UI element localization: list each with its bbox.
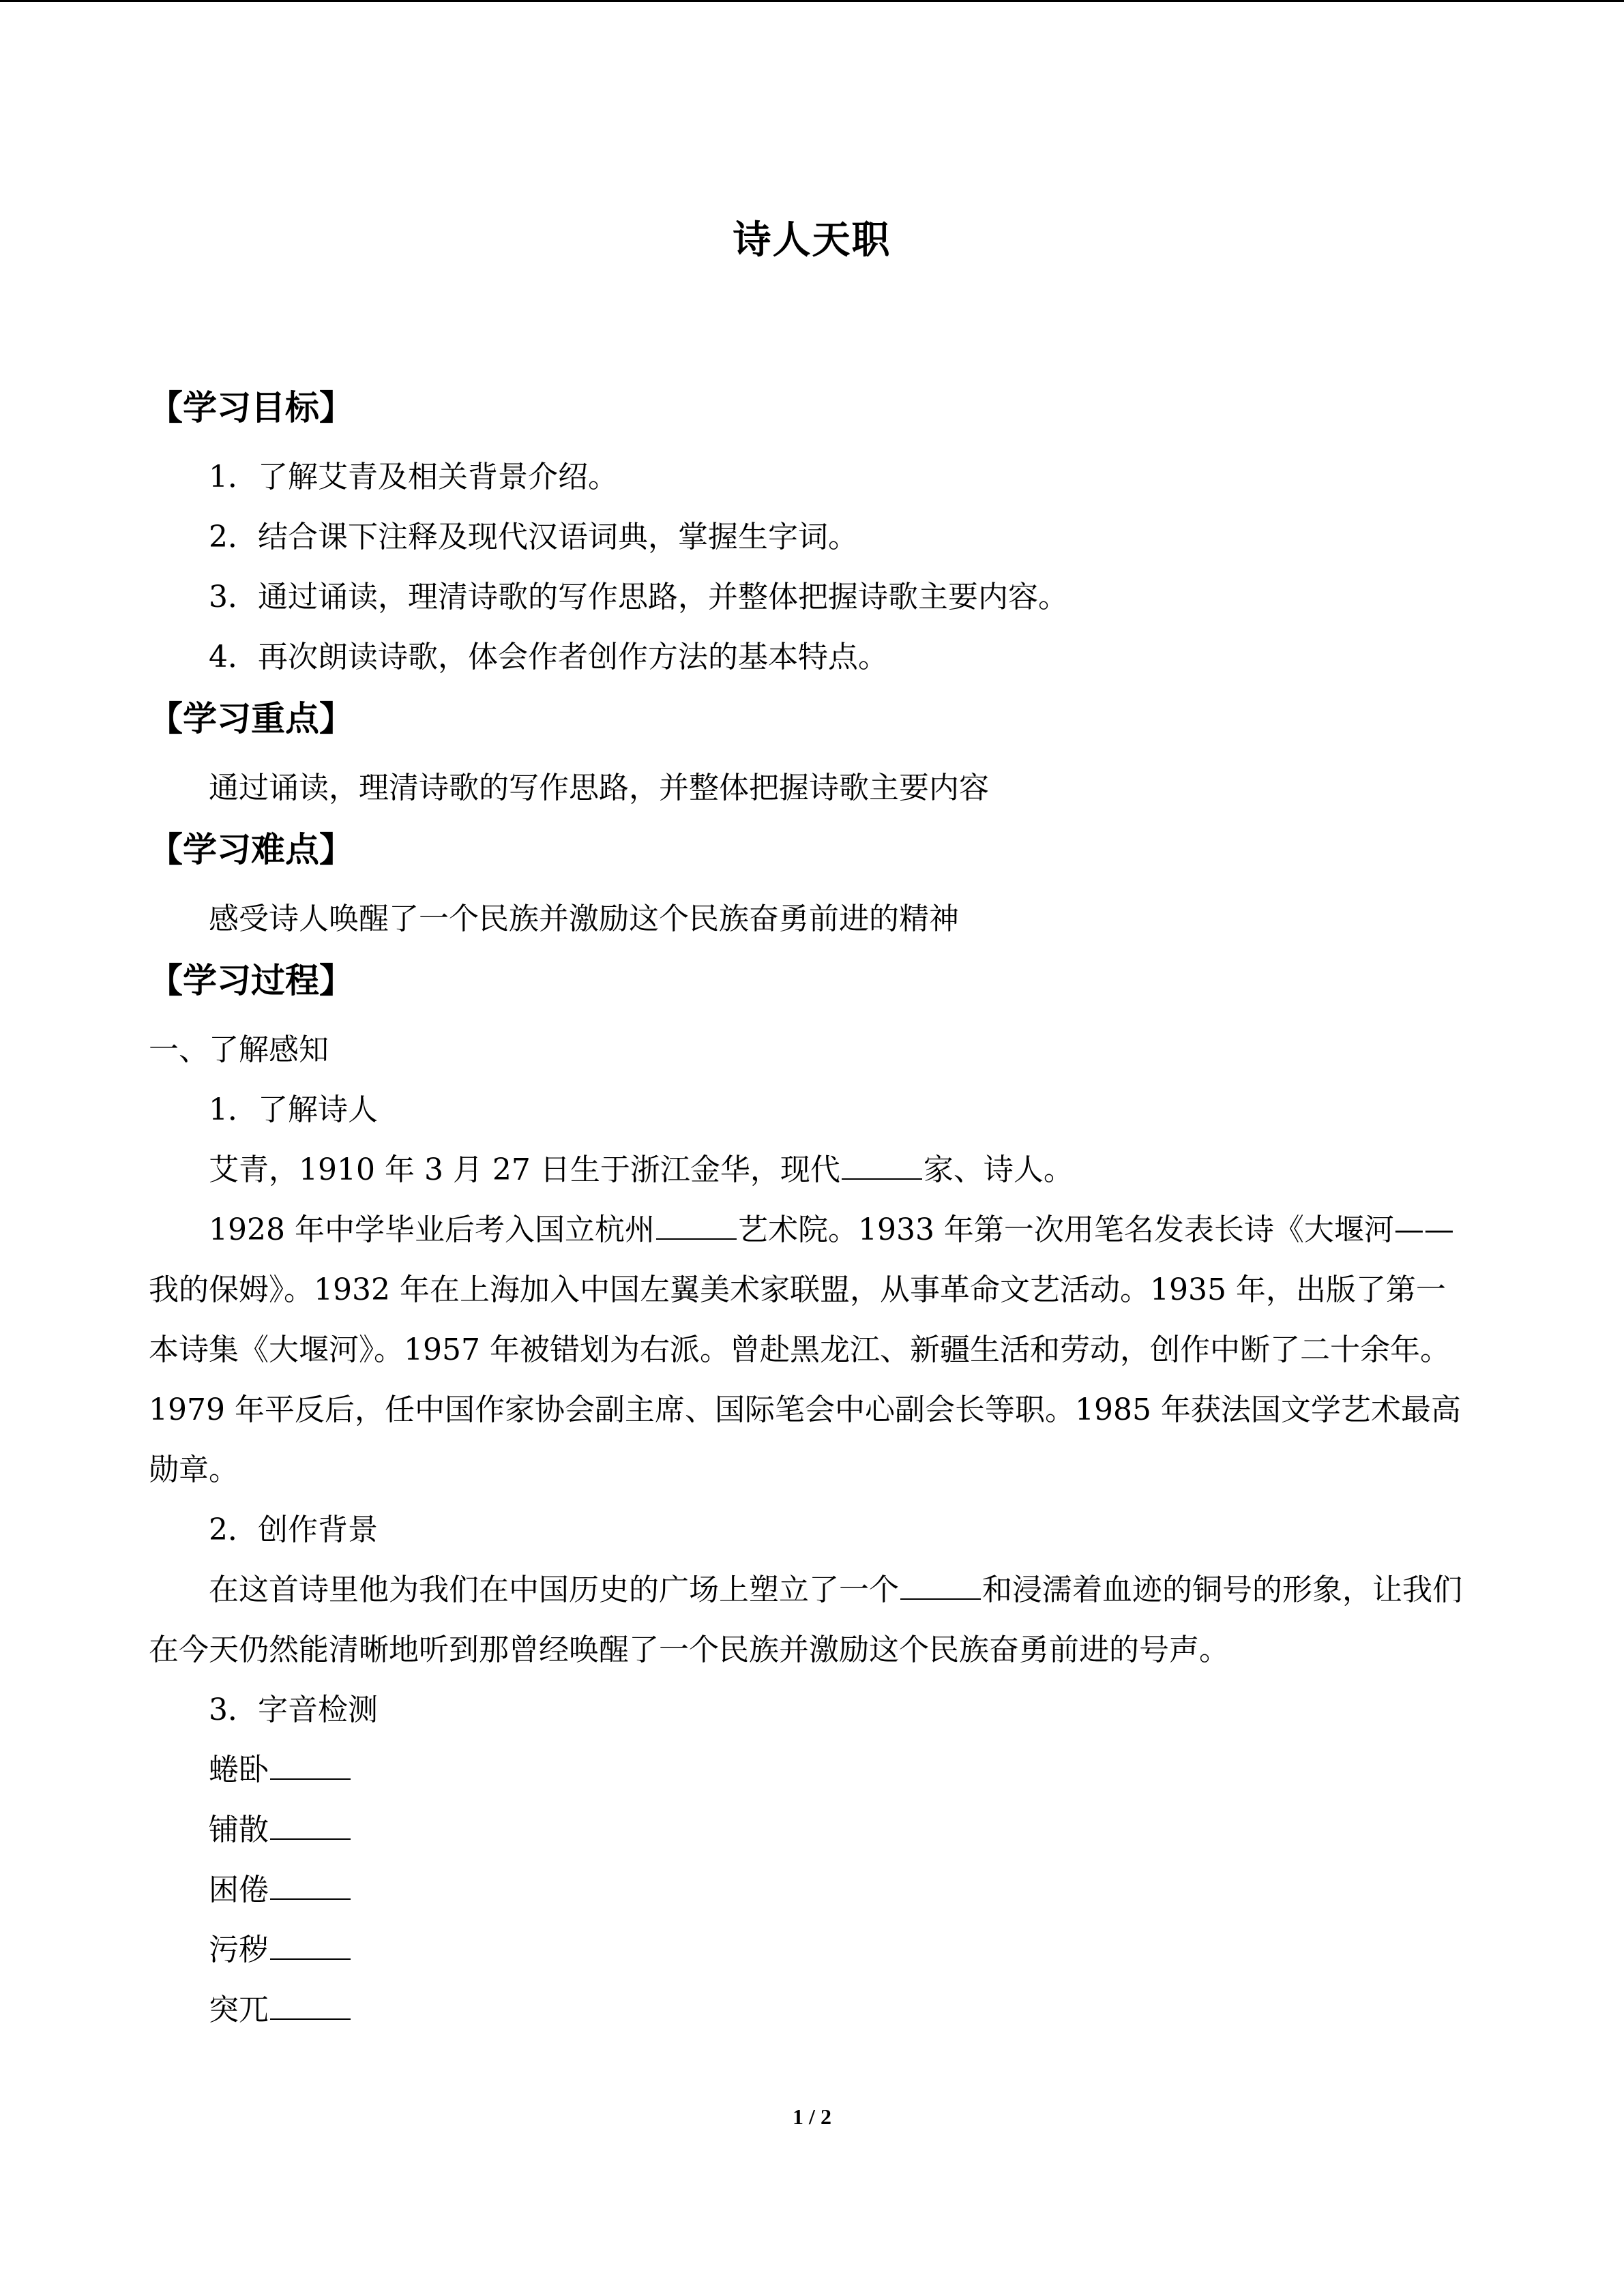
- key-text: 通过诵读，理清诗歌的写作思路，并整体把握诗歌主要内容: [209, 771, 989, 805]
- goals-heading: 【学习目标】: [149, 388, 353, 428]
- word: 困倦: [209, 1873, 269, 1907]
- item-one-label: 1．了解诗人: [209, 1092, 378, 1127]
- process-heading: 【学习过程】: [149, 961, 353, 1000]
- page-title: 诗人天职: [733, 218, 891, 263]
- poet-intro-a: 艾青，1910 年 3 月 27 日生于浙江金华，现代: [209, 1152, 840, 1187]
- fill-blank[interactable]: [900, 1571, 981, 1600]
- top-border: [0, 0, 1624, 2]
- pronunciation-item: [149, 1860, 1475, 1920]
- poet-bio-b: 艺术院。1933 年第一次用笔名发表长诗《大堰河——我的保姆》。1932 年在上海加入中国左翼美术家联盟，从事革命文艺活动。1935 年，出版了第一本诗集《大堰河》。1957 年被错划为右派。曾赴黑龙江、新疆生活和劳动，创作中断了二十余年。1979 年平反后，任中国作家协会副主席、国际笔会中心副会长等职。1985 年获法国文学艺术最高勋章。: [149, 1212, 1461, 1487]
- difficult-heading: 【学习难点】: [149, 830, 353, 869]
- fill-blank[interactable]: [842, 1151, 922, 1180]
- pronunciation-item: [149, 1980, 1475, 2040]
- document-body: [149, 382, 1475, 2040]
- item-three-label: 3．字音检测: [209, 1693, 378, 1727]
- pronunciation-item: [149, 1740, 1475, 1800]
- word: 突兀: [209, 1993, 269, 2027]
- background-text: [149, 1560, 1475, 1680]
- poet-bio-a: 1928 年中学毕业后考入国立杭州: [209, 1212, 655, 1247]
- poet-intro-b: 家、诗人。: [923, 1152, 1074, 1187]
- background-a: 在这首诗里他为我们在中国历史的广场上塑立了一个: [209, 1572, 899, 1607]
- goal-item: 3．通过诵读，理清诗歌的写作思路，并整体把握诗歌主要内容。: [209, 580, 1068, 614]
- difficult-text: 感受诗人唤醒了一个民族并激励这个民族奋勇前进的精神: [209, 901, 959, 936]
- word: 蜷卧: [209, 1753, 269, 1787]
- pronunciation-item: [149, 1920, 1475, 1980]
- goal-item: 1．了解艾青及相关背景介绍。: [209, 460, 618, 494]
- page-number: 1 / 2: [793, 2104, 831, 2129]
- fill-blank[interactable]: [270, 1931, 351, 1960]
- background-b: 和浸濡着血迹的铜号的形象，让我们在今天仍然能清晰地听到那曾经唤醒了一个民族并激励这个民族奋勇前进的号声。: [149, 1572, 1462, 1667]
- fill-blank[interactable]: [270, 1811, 351, 1840]
- goal-item: 2．结合课下注释及现代汉语词典，掌握生字词。: [209, 520, 858, 554]
- fill-blank[interactable]: [270, 1991, 351, 2020]
- fill-blank[interactable]: [656, 1211, 737, 1240]
- item-two-label: 2．创作背景: [209, 1512, 378, 1547]
- poet-intro: [149, 1140, 1475, 1200]
- goal-item: 4．再次朗读诗歌，体会作者创作方法的基本特点。: [209, 640, 888, 674]
- word: 铺散: [209, 1813, 269, 1847]
- fill-blank[interactable]: [270, 1871, 351, 1900]
- fill-blank[interactable]: [270, 1751, 351, 1780]
- poet-bio: [149, 1200, 1475, 1500]
- part-one-label: 一、了解感知: [149, 1032, 329, 1067]
- pronunciation-item: [149, 1800, 1475, 1860]
- word: 污秽: [209, 1933, 269, 1967]
- key-heading: 【学习重点】: [149, 699, 353, 739]
